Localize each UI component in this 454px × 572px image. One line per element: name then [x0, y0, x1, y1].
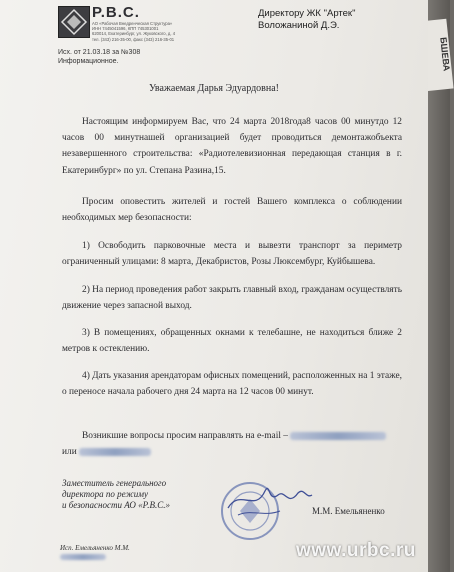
- company-details-line: ИНН 7445041596, КПП 745301001: [92, 26, 159, 32]
- company-details: [92, 21, 242, 42]
- redacted-email: [290, 432, 386, 440]
- contact-or: или: [62, 447, 77, 457]
- greeting: Уважаемая Дарья Эдуардовна!: [148, 83, 280, 94]
- contact-prefix: Возникшие вопросы просим направлять на e-mail –: [82, 431, 288, 441]
- body-paragraph-1: Настоящим информируем Вас, что 24 марта 2018года8 часов 00 минутдо 12 часов 00 минутнашей организацией будет проводиться демонтажобъекта незавершенного строительства: «Радиотелевизионная передающая станция в г. Екатеринбург» по ул. Степана Разина,15.: [62, 117, 402, 176]
- body-paragraph-6: 4) Дать указания арендаторам офисных помещений, расположенных на 1 этаже, о переносе начала рабочего дня 24 марта на 12 часов 00 минут.: [62, 371, 402, 398]
- recipient-position: Директору ЖК "Артек": [258, 8, 356, 19]
- company-logo: [58, 6, 90, 38]
- signatory-title-line: директора по режиму: [62, 489, 149, 499]
- body-paragraph-5: 3) В помещениях, обращенных окнами к телебашне, не находиться ближе 2 метров к остеклению.: [62, 328, 402, 355]
- company-details-line: АО «Рабочая Внедренческая Структура»: [92, 21, 173, 26]
- contact-line: [62, 428, 402, 444]
- body-paragraph-2: Просим оповестить жителей и гостей Вашего комплекса о соблюдении необходимых мер безопасности:: [62, 197, 402, 224]
- company-details-line: 620014, Екатеринбург, ул. Жуковского, д. 4: [92, 31, 176, 37]
- body-paragraph-3: 1) Освободить парковочные места и вывезти транспорт за периметр ограниченный улицами: 8 марта, Декабристов, Розы Люксембург, Куйбышева.: [62, 241, 402, 268]
- executor-name: Исп. Емельяненко М.М.: [60, 544, 130, 552]
- signatory-title-line: Заместитель генерального: [62, 478, 167, 488]
- outgoing-ref: [58, 48, 140, 66]
- outgoing-number: Исх. от 21.03.18 за №308: [58, 49, 141, 56]
- company-name: Р.В.С.: [92, 4, 140, 21]
- side-paper: БШЕВА: [418, 19, 453, 92]
- signatory-title: [62, 478, 202, 511]
- letter-type: Информационное.: [58, 58, 119, 65]
- stamp-and-signature: [210, 473, 315, 543]
- recipient-block: [258, 8, 355, 32]
- recipient-name: Воложаниной Д.Э.: [258, 20, 340, 31]
- body-paragraph-4: 2) На период проведения работ закрыть главный вход, гражданам осуществлять движение через запасной выход.: [62, 285, 402, 312]
- company-details-line: тел. (343) 216-35-00, факс (343) 216-35-01: [92, 36, 175, 42]
- contact-line-2: [62, 444, 402, 460]
- redacted-phone: [60, 554, 106, 560]
- watermark: www.urbc.ru: [296, 540, 416, 561]
- signatory-title-line: и безопасности АО «Р.В.С.»: [62, 500, 170, 510]
- redacted-contact: [79, 448, 151, 456]
- executor-block: [60, 544, 130, 562]
- signatory-name: М.М. Емельяненко: [312, 506, 385, 516]
